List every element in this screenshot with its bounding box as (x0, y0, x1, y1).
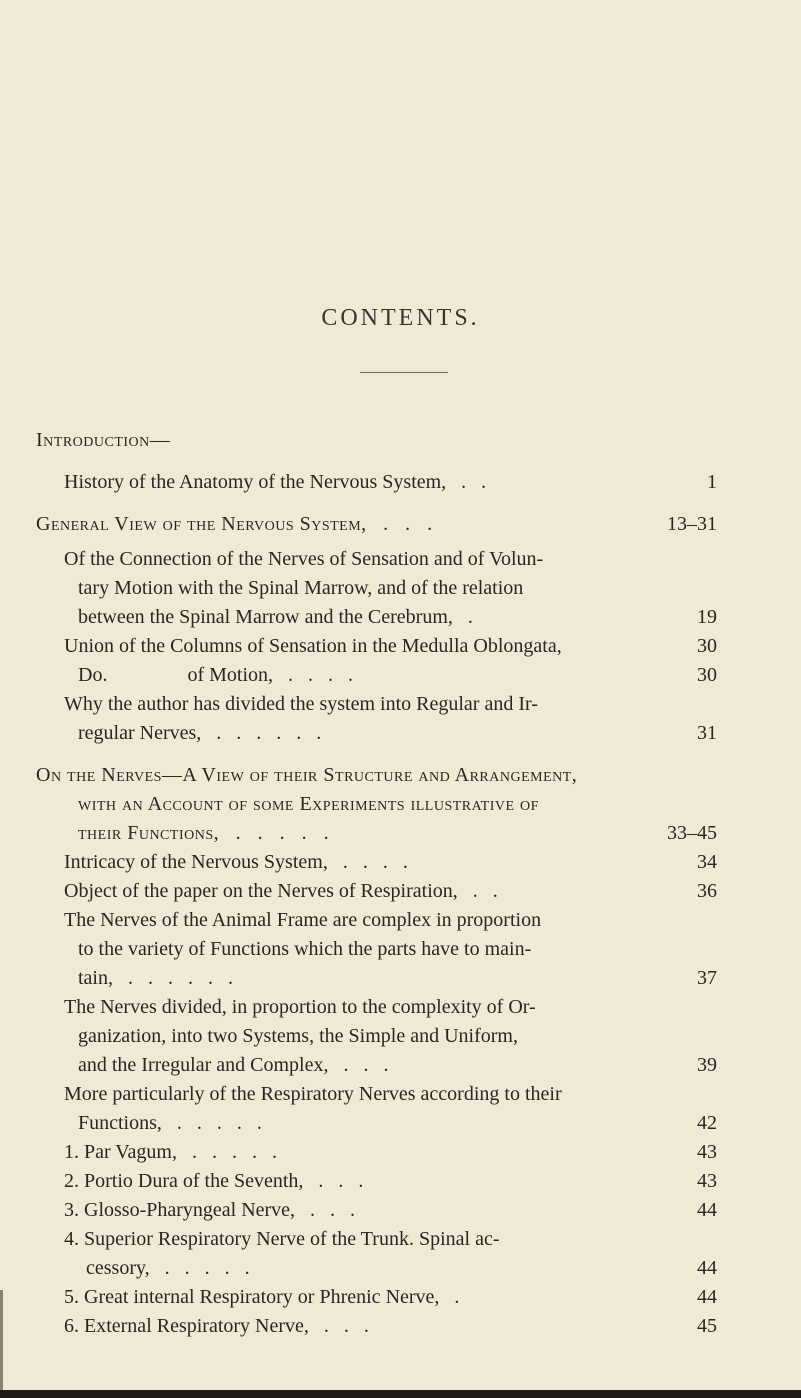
toc-page-number: 42 (697, 1112, 717, 1134)
toc-entry-text: between the Spinal Marrow and the Cerebrum, . (78, 606, 473, 628)
toc-page-number: 31 (697, 722, 717, 744)
toc-entry (0, 544, 801, 574)
toc-entry-text: General View of the Nervous System, . . . (36, 513, 433, 535)
toc-entry-text: Functions, . . . . . (78, 1112, 262, 1134)
toc-page-number: 34 (697, 851, 717, 873)
toc-entry (0, 1166, 801, 1196)
toc-entry-text: More particularly of the Respiratory Nerves according to their (64, 1083, 562, 1105)
toc-entry-text: Of the Connection of the Nerves of Sensation and of Volun- (64, 548, 544, 570)
toc-page-number: 44 (697, 1286, 717, 1308)
toc-page-number: 13–31 (667, 513, 717, 535)
toc-entry (0, 1021, 801, 1051)
toc-entry-text: Union of the Columns of Sensation in the Medulla Oblongata, (64, 635, 562, 657)
toc-entry (0, 1195, 801, 1225)
toc-entry (0, 1108, 801, 1138)
toc-entry-text: The Nerves divided, in proportion to the complexity of Or- (64, 996, 536, 1018)
toc-entry-text: History of the Anatomy of the Nervous System, . . (64, 471, 487, 493)
toc-entry (0, 509, 801, 539)
toc-entry-text: and the Irregular and Complex, . . . (78, 1054, 389, 1076)
toc-page-number: 44 (697, 1257, 717, 1279)
toc-entry-text: 1. Par Vagum, . . . . . (64, 1141, 277, 1163)
toc-entry-text: On the Nerves—A View of their Structure and Arrangement, (36, 764, 578, 786)
toc-page-number: 39 (697, 1054, 717, 1076)
toc-entry-text: tary Motion with the Spinal Marrow, and of the relation (78, 577, 524, 599)
toc-entry (0, 1050, 801, 1080)
page-title: CONTENTS. (321, 305, 480, 331)
toc-entry (0, 1253, 801, 1283)
toc-entry (0, 905, 801, 935)
toc-entry (0, 818, 801, 848)
toc-entry-text: The Nerves of the Animal Frame are complex in proportion (64, 909, 542, 931)
toc-entry (0, 760, 801, 790)
toc-entry (0, 992, 801, 1022)
toc-entry (0, 660, 801, 690)
toc-entry-text: Do. of Motion, . . . . (78, 664, 353, 686)
toc-entry (0, 467, 801, 497)
toc-entry (0, 934, 801, 964)
toc-entry-text: Introduction— (36, 429, 171, 451)
toc-page-number: 37 (697, 967, 717, 989)
toc-page-number: 33–45 (667, 822, 717, 844)
toc-entry (0, 689, 801, 719)
toc-page-number: 43 (697, 1170, 717, 1192)
toc-entry-text: Intricacy of the Nervous System, . . . . (64, 851, 408, 873)
toc-entry-text: tain, . . . . . . (78, 967, 233, 989)
toc-entry (0, 876, 801, 906)
toc-entry (0, 789, 801, 819)
toc-entry (0, 1137, 801, 1167)
toc-entry-text: 6. External Respiratory Nerve, . . . (64, 1315, 369, 1337)
toc-entry (0, 847, 801, 877)
toc-page-number: 30 (697, 635, 717, 657)
toc-entry-text: with an Account of some Experiments illustrative of (78, 793, 539, 815)
toc-entry (0, 631, 801, 661)
toc-entry (0, 425, 801, 455)
toc-entry (0, 602, 801, 632)
toc-entry (0, 1079, 801, 1109)
title-divider (360, 372, 448, 373)
toc-entry-text: 3. Glosso-Pharyngeal Nerve, . . . (64, 1199, 356, 1221)
toc-page-number: 43 (697, 1141, 717, 1163)
toc-entry-text: cessory, . . . . . (86, 1257, 250, 1279)
toc-entry-text: ganization, into two Systems, the Simple and Uniform, (78, 1025, 518, 1047)
toc-entry-text: regular Nerves, . . . . . . (78, 722, 322, 744)
toc-entry-text: 4. Superior Respiratory Nerve of the Trunk. Spinal ac- (64, 1228, 500, 1250)
page-bottom-edge (0, 1390, 801, 1398)
toc-entry-text: Object of the paper on the Nerves of Respiration, . . (64, 880, 498, 902)
toc-entry (0, 1311, 801, 1341)
toc-page-number: 44 (697, 1199, 717, 1221)
toc-entry (0, 1282, 801, 1312)
toc-page-number: 1 (707, 471, 717, 493)
page-edge (0, 1290, 3, 1398)
toc-entry (0, 1224, 801, 1254)
toc-page-number: 19 (697, 606, 717, 628)
toc-entry (0, 718, 801, 748)
toc-entry (0, 573, 801, 603)
toc-page-number: 36 (697, 880, 717, 902)
toc-entry-text: their Functions, . . . . . (78, 822, 330, 844)
toc-entry (0, 963, 801, 993)
toc-entry-text: to the variety of Functions which the parts have to main- (78, 938, 532, 960)
toc-page-number: 45 (697, 1315, 717, 1337)
toc-page-number: 30 (697, 664, 717, 686)
toc-entry-text: 2. Portio Dura of the Seventh, . . . (64, 1170, 364, 1192)
toc-entry-text: 5. Great internal Respiratory or Phrenic Nerve, . (64, 1286, 460, 1308)
toc-entry-text: Why the author has divided the system into Regular and Ir- (64, 693, 538, 715)
